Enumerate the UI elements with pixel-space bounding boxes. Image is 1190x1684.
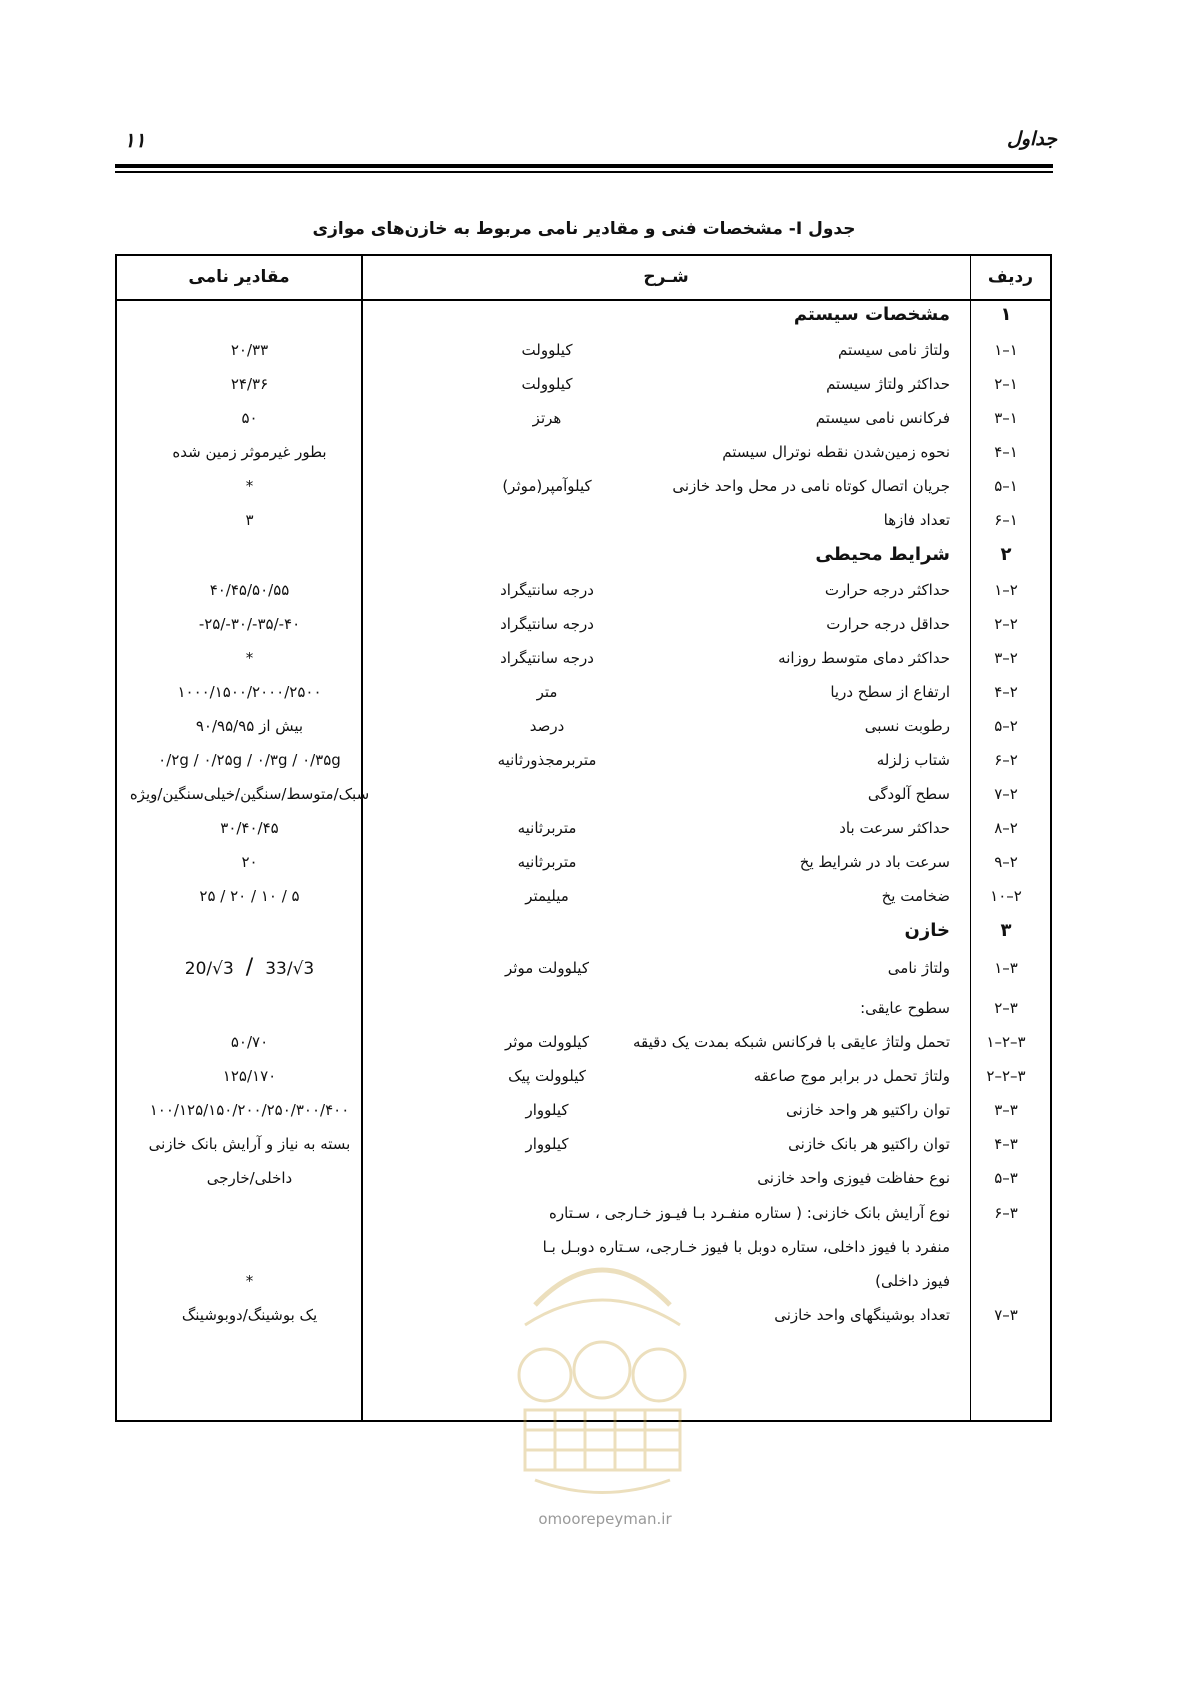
formula-term: 20/√3 bbox=[184, 959, 234, 979]
row-description: ولتاژ تحمل در برابر موج صاعقه bbox=[753, 1067, 950, 1085]
row-unit: کیلوآمپر(موثر) bbox=[502, 477, 592, 495]
table-row bbox=[117, 1061, 1050, 1091]
table-row bbox=[117, 1163, 1050, 1193]
row-value: ۱۰۰۰/۱۵۰۰/۲۰۰۰/۲۵۰۰ bbox=[177, 683, 322, 701]
row-value: بسته به نیاز و آرایش بانک خازنی bbox=[148, 1135, 351, 1153]
row-number: ۱ bbox=[1000, 304, 1012, 325]
table-row bbox=[117, 609, 1050, 639]
row-unit bbox=[447, 300, 647, 330]
row-value bbox=[117, 540, 382, 570]
row-description: سطوح عایقی: bbox=[860, 999, 950, 1017]
row-number: ۳–۷ bbox=[994, 1306, 1018, 1324]
row-unit: هرتز bbox=[532, 409, 562, 427]
row-number: ۲–۴ bbox=[994, 683, 1018, 701]
row-value: ۱۰۰/۱۲۵/۱۵۰/۲۰۰/۲۵۰/۳۰۰/۴۰۰ bbox=[149, 1101, 350, 1119]
row-unit: متر bbox=[536, 683, 558, 701]
row-unit bbox=[447, 437, 647, 467]
row-value: ۵۰/۷۰ bbox=[230, 1033, 269, 1051]
row-number: ۳–۴ bbox=[994, 1135, 1018, 1153]
row-value: ۴۰/۴۵/۵۰/۵۵ bbox=[209, 581, 290, 599]
row-number: ۲–۳ bbox=[994, 649, 1018, 667]
table-row bbox=[117, 403, 1050, 433]
section-row bbox=[117, 540, 1050, 570]
table-row bbox=[117, 847, 1050, 877]
row-number: ۳–۵ bbox=[994, 1169, 1018, 1187]
table-row bbox=[117, 813, 1050, 843]
row-unit: درصد bbox=[529, 717, 565, 735]
table-row bbox=[117, 953, 1050, 983]
row-number: ۱–۵ bbox=[994, 477, 1018, 495]
row-description: جریان اتصال کوتاه نامی در محل واحد خازنی bbox=[672, 477, 950, 495]
row-number: ۱–۳ bbox=[994, 409, 1018, 427]
row-description: تحمل ولتاژ عایقی با فرکانس شبکه بمدت یک دقیقه bbox=[632, 1033, 950, 1051]
row-description: حداکثر درجه حرارت bbox=[824, 581, 950, 599]
row-number: ۱–۴ bbox=[994, 443, 1018, 461]
row-unit: کیلووار bbox=[525, 1101, 569, 1119]
row-unit: کیلوولت موثر bbox=[505, 1033, 589, 1051]
row-number: ۲–۹ bbox=[994, 853, 1018, 871]
row-number: ۱–۱ bbox=[994, 341, 1018, 359]
row-unit bbox=[447, 916, 647, 946]
row-number: ۲–۱۰ bbox=[990, 887, 1022, 905]
row-value: ۵ / ۱۰ / ۲۰ / ۲۵ bbox=[199, 887, 300, 905]
section-row bbox=[117, 300, 1050, 330]
row-unit bbox=[447, 540, 647, 570]
row-description: ولتاژ نامی سیستم bbox=[838, 341, 950, 359]
row-value bbox=[117, 993, 382, 1023]
row-number: ۳–۱ bbox=[994, 959, 1018, 977]
table-row bbox=[117, 779, 1050, 809]
header-no: ردیف bbox=[987, 267, 1034, 287]
row-value: ۲۰ bbox=[241, 853, 258, 871]
row-value bbox=[117, 300, 382, 330]
voltage-formula bbox=[185, 953, 314, 984]
row-number: ۲–۵ bbox=[994, 717, 1018, 735]
section-title: جداول bbox=[1007, 128, 1057, 150]
row-description: سطح آلودگی bbox=[867, 785, 950, 803]
row-value: ۲۴/۳۶ bbox=[230, 375, 269, 393]
row-number: ۳–۲ bbox=[994, 999, 1018, 1017]
formula-separator: / bbox=[245, 955, 254, 980]
table-row bbox=[117, 643, 1050, 673]
row-description: شرایط محیطی bbox=[815, 544, 950, 565]
row-description: شتاب زلزله bbox=[876, 751, 950, 769]
table-row bbox=[117, 881, 1050, 911]
row-number: ۳–۳ bbox=[994, 1101, 1018, 1119]
row-description: ضخامت یخ bbox=[881, 887, 950, 905]
formula-term: 33/√3 bbox=[265, 959, 315, 979]
row-value bbox=[117, 1232, 382, 1262]
row-description: توان راکتیو هر واحد خازنی bbox=[785, 1101, 950, 1119]
row-value: بطور غیرموثر زمین شده bbox=[172, 443, 327, 461]
table-row bbox=[117, 437, 1050, 467]
row-number: ۲–۲ bbox=[994, 615, 1018, 633]
page-number: ۱۱ bbox=[124, 128, 146, 152]
header-rule-thin bbox=[115, 171, 1053, 173]
row-number: ۲–۶ bbox=[994, 751, 1018, 769]
header-rule-thick bbox=[115, 164, 1053, 168]
row-description: ولتاژ نامی bbox=[887, 959, 950, 977]
row-value: * bbox=[245, 1272, 254, 1290]
table-row bbox=[117, 711, 1050, 741]
row-unit: متربرثانیه bbox=[517, 853, 577, 871]
row-value bbox=[117, 953, 382, 983]
row-value: * bbox=[245, 649, 254, 667]
row-unit bbox=[447, 993, 647, 1023]
row-unit: متربرثانیه bbox=[517, 819, 577, 837]
row-unit bbox=[447, 779, 647, 809]
row-description: تعداد فازها bbox=[883, 511, 950, 529]
row-description: فیوز داخلی) bbox=[875, 1272, 950, 1290]
table-row bbox=[117, 993, 1050, 1023]
row-number bbox=[962, 1232, 1050, 1262]
row-value: ۱۲۵/۱۷۰ bbox=[222, 1067, 277, 1085]
row-description: ارتفاع از سطح دریا bbox=[830, 683, 950, 701]
row-description: نوع حفاظت فیوزی واحد خازنی bbox=[757, 1169, 950, 1187]
table-row bbox=[117, 745, 1050, 775]
row-unit: کیلوولت پیک bbox=[508, 1067, 586, 1085]
row-unit: کیلوولت bbox=[521, 375, 573, 393]
row-number: ۱–۲ bbox=[994, 375, 1018, 393]
row-unit bbox=[447, 1163, 647, 1193]
row-description: حداقل درجه حرارت bbox=[826, 615, 950, 633]
row-description: فرکانس نامی سیستم bbox=[815, 409, 950, 427]
row-unit: کیلوولت bbox=[521, 341, 573, 359]
table-row bbox=[117, 335, 1050, 365]
row-description: حداکثر ولتاژ سیستم bbox=[826, 375, 950, 393]
row-number: ۲ bbox=[1000, 544, 1012, 565]
row-unit: درجه سانتیگراد bbox=[500, 615, 594, 633]
section-row bbox=[117, 916, 1050, 946]
row-value bbox=[117, 1198, 382, 1228]
row-number: ۱–۶ bbox=[994, 511, 1018, 529]
row-value: ۵۰ bbox=[241, 409, 258, 427]
row-unit bbox=[447, 1198, 647, 1228]
row-unit bbox=[447, 505, 647, 535]
row-number: ۳–۲–۲ bbox=[986, 1067, 1026, 1085]
row-number: ۲–۷ bbox=[994, 785, 1018, 803]
table-row bbox=[117, 471, 1050, 501]
table-row bbox=[117, 369, 1050, 399]
table-row bbox=[117, 505, 1050, 535]
row-value: ۲۰/۳۳ bbox=[230, 341, 269, 359]
row-unit: درجه سانتیگراد bbox=[500, 581, 594, 599]
seal-watermark bbox=[495, 1245, 710, 1495]
row-description: رطوبت نسبی bbox=[864, 717, 950, 735]
table-caption: جدول I- مشخصات فنی و مقادیر نامی مربوط به خازن‌های موازی bbox=[312, 219, 856, 239]
row-value: بیش از ۹۰/۹۵/۹۵ bbox=[195, 717, 304, 735]
header-desc: شـرح bbox=[643, 267, 689, 287]
row-description: توان راکتیو هر بانک خازنی bbox=[788, 1135, 950, 1153]
table-row bbox=[117, 575, 1050, 605]
row-value: ۴۰-/۳۵-/۳۰-/۲۵- bbox=[198, 615, 301, 633]
row-number: ۳ bbox=[1000, 920, 1012, 941]
row-description: نوع آرایش بانک خازنی: ( ستاره منفـرد بـا فیـوز خـارجی ، سـتاره bbox=[549, 1204, 950, 1222]
row-value: ۳۰/۴۰/۴۵ bbox=[220, 819, 279, 837]
row-value: سبک/متوسط/سنگین/خیلی‌سنگین/ویژه bbox=[129, 785, 370, 803]
row-description: حداکثر دمای متوسط روزانه bbox=[778, 649, 950, 667]
row-unit: کیلووار bbox=[525, 1135, 569, 1153]
row-unit: میلیمتر bbox=[525, 887, 569, 905]
table-row bbox=[117, 1129, 1050, 1159]
row-value: ۳ bbox=[245, 511, 254, 529]
row-number bbox=[962, 1266, 1050, 1296]
watermark-text: omoorepeyman.ir bbox=[538, 1510, 672, 1528]
row-number: ۳–۶ bbox=[994, 1204, 1018, 1222]
row-description: حداکثر سرعت باد bbox=[839, 819, 950, 837]
row-value: داخلی/خارجی bbox=[206, 1169, 293, 1187]
row-unit: درجه سانتیگراد bbox=[500, 649, 594, 667]
row-value bbox=[117, 916, 382, 946]
table-row bbox=[117, 1027, 1050, 1057]
row-value: ۰/۲g / ۰/۲۵g / ۰/۳g / ۰/۳۵g bbox=[158, 751, 341, 769]
row-number: ۲–۸ bbox=[994, 819, 1018, 837]
table-row bbox=[117, 1198, 1050, 1228]
header-values: مقادیر نامی bbox=[188, 267, 290, 287]
row-unit: کیلوولت موثر bbox=[505, 959, 589, 977]
row-description: نحوه زمین‌شدن نقطه نوترال سیستم bbox=[722, 443, 950, 461]
row-unit: متربرمجذورثانیه bbox=[497, 751, 597, 769]
row-number: ۳–۲–۱ bbox=[986, 1033, 1026, 1051]
table-row bbox=[117, 677, 1050, 707]
table-row bbox=[117, 1095, 1050, 1125]
row-description: تعداد بوشینگهای واحد خازنی bbox=[774, 1306, 950, 1324]
row-description: مشخصات سیستم bbox=[793, 304, 950, 325]
row-value: یک بوشینگ/دوبوشینگ bbox=[181, 1306, 318, 1324]
row-description: منفرد با فیوز داخلی، ستاره دوبل با فیوز خـارجی، سـتاره دوبـل بـا bbox=[542, 1238, 950, 1256]
row-description: سرعت باد در شرایط یخ bbox=[799, 853, 950, 871]
row-description: خازن bbox=[904, 920, 950, 941]
row-number: ۲–۱ bbox=[994, 581, 1018, 599]
row-value: * bbox=[245, 477, 254, 495]
